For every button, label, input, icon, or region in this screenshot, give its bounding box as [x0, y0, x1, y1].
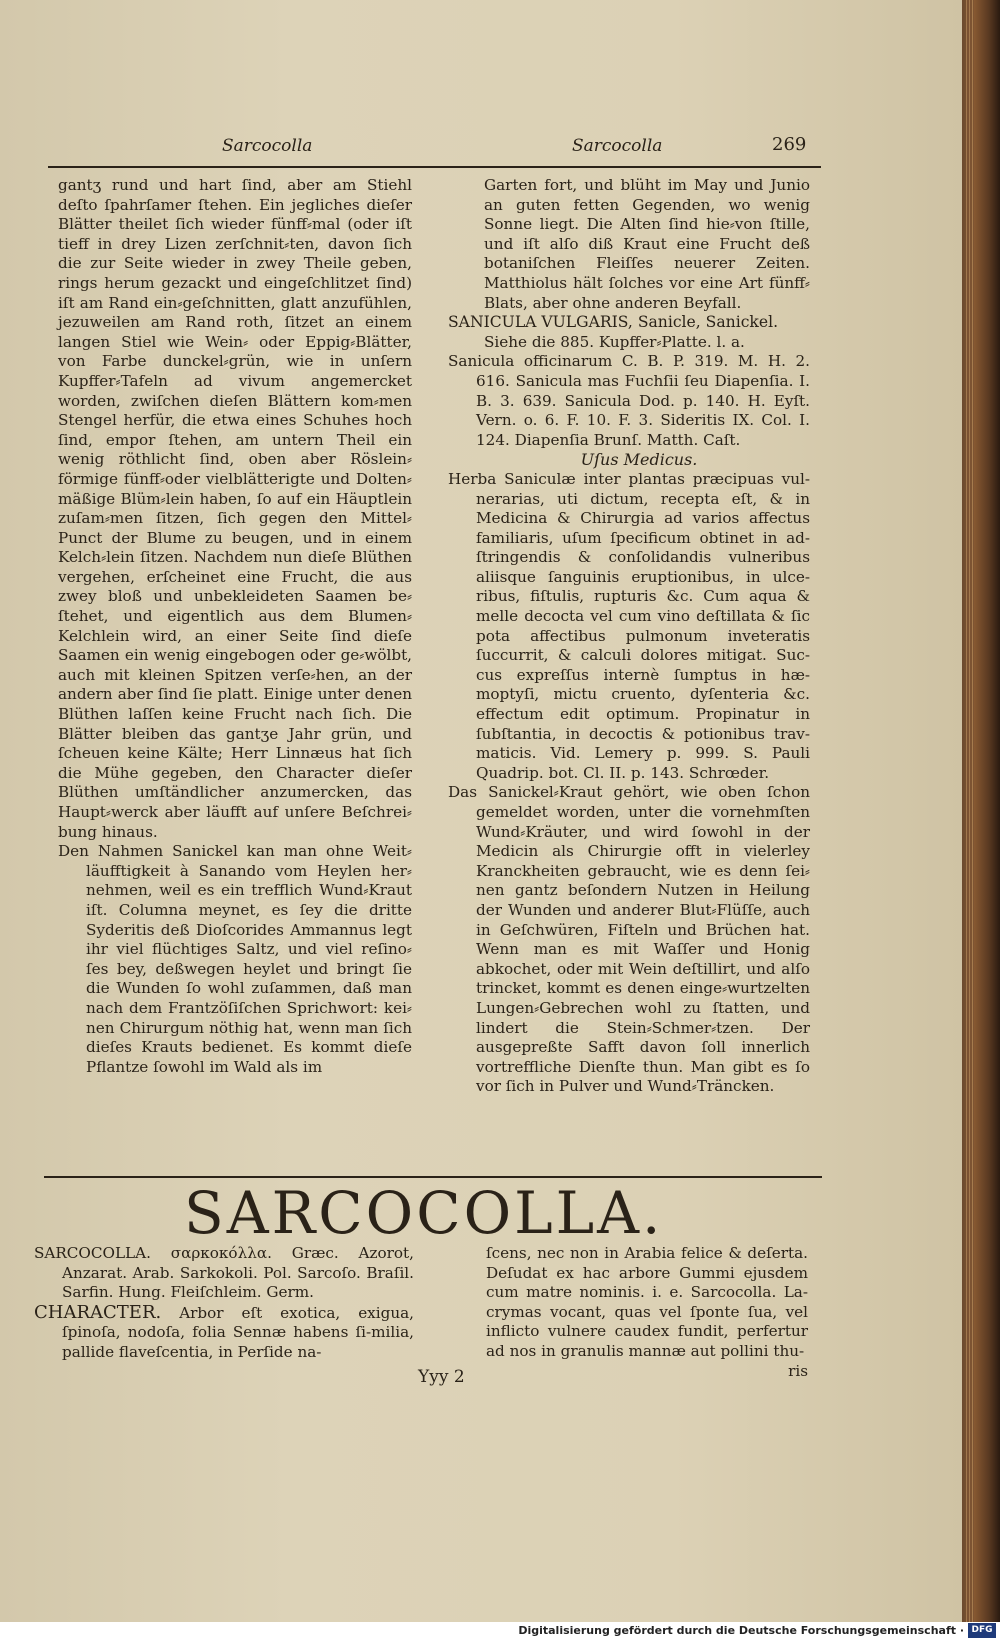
- sarcocolla-right-column: [486, 1244, 808, 1381]
- character-text: Arbor eſt exotica, exigua, ſpinoſa, nodoſa, folia Sennæ habens ſi-milia, pallide flaveſcentia, in Perſide na-: [62, 1303, 414, 1361]
- running-head-right: Sarcocolla: [572, 136, 663, 156]
- left-paragraph-2: Den Nahmen Sanickel kan man ohne Weit⸗läufftigkeit à Sanando vom Heylen her⸗nehmen, weil es ein trefflich Wund⸗Kraut iſt. Columna meynet, es ſey die dritte Syderitis deß Dioſcorides Ammannus legt ihr viel flüchtiges Saltz, und viel reſino⸗ſes bey, deßwegen heylet und bringt ſie die Wunden ſo wohl zuſammen, daß man nach dem Frantzöſiſchen Sprichwort: kei⸗nen Chirurgum nöthig hat, wenn man ſich dieſes Krauts bedienet. Es kommt dieſe Pflantze ſowohl im Wald als im: [58, 842, 412, 1076]
- section-title: SARCOCOLLA.: [184, 1179, 664, 1247]
- sanicula-lemma: SANICULA VULGARIS, Sanicle, Sanickel.: [448, 313, 779, 332]
- sarcocolla-left-column: [34, 1244, 414, 1363]
- sarcocolla-right-text: ſcens, nec non in Arabia felice & deſerta. Deſudat ex hac arbore Gummi ejusdem cum matre nominis. i. e. Sarcocolla. La-crymas vocant, quas vel ſponte ſua, vel inflicto vulnere caudex fundit, perfertur ad nos in granulis mannæ aut pollini thu-: [486, 1244, 808, 1360]
- plate-reference: Siehe die 885. Kupffer⸗Platte. l. a.: [484, 332, 745, 351]
- usus-medicus-heading: Uſus Medicus.: [580, 450, 698, 470]
- running-head-left: Sarcocolla: [222, 136, 313, 156]
- header-rule: [48, 166, 821, 168]
- left-column: [58, 176, 412, 1077]
- synonyms: Sanicula officinarum C. B. P. 319. M. H. 2. 616. Sanicula mas Fuchſii ſeu Diapenſia. I. B. 3. 639. Sanicula Dod. p. 140. H. Eyſt. Vern. o. 6. F. 10. F. 3. Sideritis IX. Col. I. 124. Diapenſia Brunſ. Matth. Caſt.: [448, 352, 810, 449]
- right-continuation: Garten fort, und blüht im May und Junio an guten fetten Gegenden, wo wenig Sonne liegt. Die Alten ſind hie⸗von ſtille, und iſt alſo diß Kraut eine Frucht deß botaniſchen Fleiſſes neuerer Zeiten. Matthiolus hält ſolches vor eine Art fünff⸗Blats, aber ohne anderen Beyfall.: [484, 176, 810, 312]
- dfg-logo: DFG: [968, 1623, 996, 1638]
- sarcocolla-lemma: SARCOCOLLA. σαρκοκόλλα. Græc. Azorot, Anzarat. Arab. Sarkokoli. Pol. Sarcoſo. Braſil. Sarfin. Hung. Fleiſchleim. Germ.: [34, 1244, 414, 1302]
- right-column: [448, 176, 810, 1097]
- signature-mark: Yyy 2: [418, 1367, 465, 1387]
- latin-medical-text: Herba Saniculæ inter plantas præcipuas vul-nerarias, uti dictum, recepta eſt, & in Medicina & Chirurgia ad varios affectus familiaris, uſum ſpecificum obtinet in ad-ſtringendis & conſolidandis vulneribus aliisque ſanguinis eruptionibus, in ulce-ribus, fiſtulis, rupturis &c. Cum aqua & melle decocta vel cum vino deſtillata & ſic pota affectibus pulmonum inveteratis ſuccurrit, & calculi dolores mitigat. Suc-cus expreſſus internè ſumptus in hæ-moptyſi, mictu cruento, dyſenteria &c. effectum edit optimum. Propinatur in ſubſtantia, in decoctis & potionibus trav-maticis. Vid. Lemery p. 999. S. Pauli Quadrip. bot. Cl. II. p. 143. Schrœder.: [448, 469, 810, 782]
- book-edge-pages: [966, 0, 974, 1622]
- digitization-footer-text: Digitalisierung gefördert durch die Deutsche Forschungsgemeinschaft ·: [518, 1624, 964, 1637]
- page-number: 269: [772, 134, 807, 155]
- catchword-right: ris: [788, 1361, 808, 1380]
- left-paragraph-1: gantʒ rund und hart ſind, aber am Stiehl deſto ſpahrſamer ſtehen. Ein jegliches dieſer Blätter theilet ſich wieder fünff⸗mal (oder iſt tieff in drey Lizen zerſchnit⸗ten, davon ſich die zur Seite wieder in zwey Theile geben, rings herum gezackt und eingeſchlitzet ſind) iſt am Rand ein⸗geſchnitten, glatt anzufühlen, jezuweilen am Rand roth, ſitzet an einem langen Stiel wie Wein⸗ oder Eppig⸗Blätter, von Farbe dunckel⸗grün, wie in unſern Kupffer⸗Tafeln ad vivum angemercket worden, zwiſchen dieſen Blättern kom⸗men Stengel herfür, die etwa eines Schuhes hoch ſind, empor ſtehen, am untern Theil ein wenig röthlicht ſind, oben aber Röslein⸗förmige fünff⸗oder vielblätterigte und Dolten⸗mäßige Blüm⸗lein haben, ſo auf ein Häuptlein zuſam⸗men ſitzen, ſich gegen den Mittel⸗Punct der Blume zu beugen, und in einem Kelch⸗lein ſitzen. Nachdem nun dieſe Blüthen vergehen, erſcheinet eine Frucht, die aus zwey bloß und unbekleideten Saamen be⸗ſtehet, und eigentlich aus dem Blumen⸗Kelchlein wird, an einer Seite ſind dieſe Saamen ein wenig eingebogen oder ge⸗wölbt, auch mit kleinen Spitzen verſe⸗hen, an der andern aber ſind ſie platt. Einige unter denen Blüthen laſſen keine Frucht nach ſich. Die Blätter bleiben das gantʒe Jahr grün, und ſcheuen keine Kälte; Herr Linnæus hat ſich die Mühe gegeben, den Character dieſer Blüthen umſtändlicher anzumercken, das Haupt⸗werck aber läufft auf unſere Beſchrei⸗bung hinaus.: [58, 176, 412, 841]
- german-medical-text: Das Sanickel⸗Kraut gehört, wie oben ſchon gemeldet worden, unter die vornehmſten Wund⸗Kräuter, und wird ſowohl in der Medicin als Chirurgie offt in vielerley Kranckheiten gebraucht, wie es denn ſei⸗nen gantz beſondern Nutzen in Heilung der Wunden und anderer Blut⸗Flüſſe, auch in Geſchwüren, Fiſteln und Brüchen hat. Wenn man es mit Waſſer und Honig abkochet, oder mit Wein deſtillirt, und alſo trincket, kommt es denen einge⸗wurtzelten Lungen⸗Gebrechen wohl zu ſtatten, und lindert die Stein⸗Schmer⸗tzen. Der ausgepreßte Safft davon ſoll innerlich vortreffliche Dienſte thun. Man gibt es ſo vor ſich in Pulver und Wund⸗Träncken.: [448, 783, 810, 1096]
- character-label: CHARACTER.: [34, 1301, 162, 1323]
